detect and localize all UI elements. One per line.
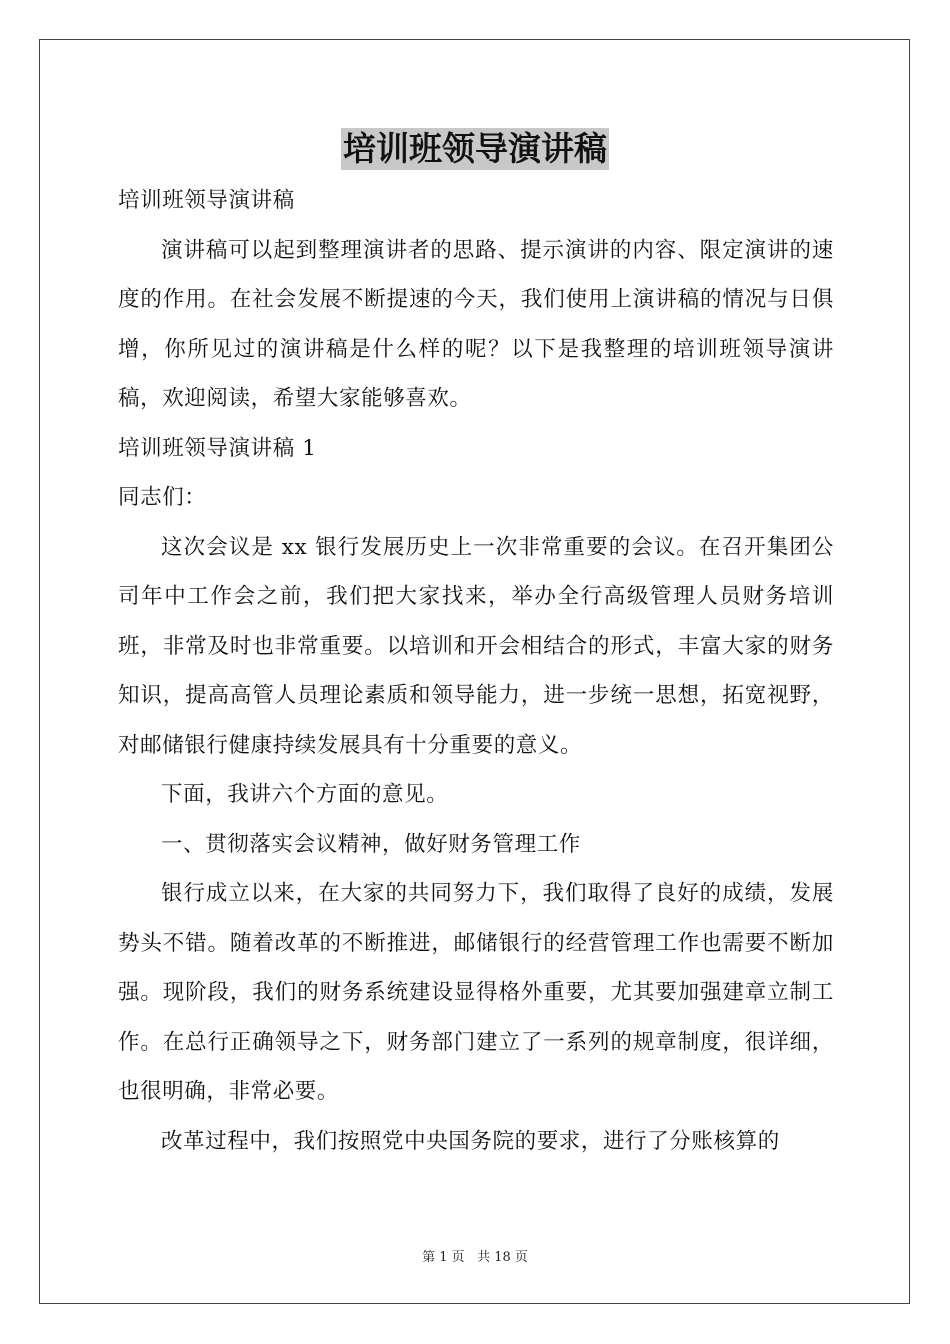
paragraph: 改革过程中，我们按照党中央国务院的要求，进行了分账核算的 <box>161 1128 780 1154</box>
paragraph: 培训班领导演讲稿 <box>118 188 295 213</box>
title-container <box>0 128 950 170</box>
paragraph: 培训班领导演讲稿 1 <box>118 435 317 461</box>
document-title: 培训班领导演讲稿 <box>343 129 607 168</box>
page-footer <box>0 1246 950 1265</box>
paragraph: 演讲稿可以起到整理演讲者的思路、提示演讲的内容、限定演讲的速度的作用。在社会发展不断提速的今天，我们使用上演讲稿的情况与日俱增，你所见过的演讲稿是什么样的呢？以下是我整理的培训班领导演讲稿，欢迎阅读，希望大家能够喜欢。 <box>118 237 834 411</box>
paragraph: 同志们： <box>118 485 207 510</box>
page-number: 第 1 页 <box>422 1250 465 1265</box>
paragraph: 一、贯彻落实会议精神，做好财务管理工作 <box>161 831 581 857</box>
paragraph: 这次会议是 xx 银行发展历史上一次非常重要的会议。在召开集团公司年中工作会之前，我们把大家找来，举办全行高级管理人员财务培训班，非常及时也非常重要。以培训和开会相结合的形式，丰富大家的财务知识，提高高管人员理论素质和领导能力，进一步统一思想，拓宽视野，对邮储银行健康持续发展具有十分重要的意义。 <box>118 534 834 758</box>
paragraph: 下面，我讲六个方面的意见。 <box>161 782 449 807</box>
paragraph: 银行成立以来，在大家的共同努力下，我们取得了良好的成绩，发展势头不错。随着改革的不断推进，邮储银行的经营管理工作也需要不断加强。现阶段，我们的财务系统建设显得格外重要，尤其要加强建章立制工作。在总行正确领导之下，财务部门建立了一系列的规章制度，很详细，也很明确，非常必要。 <box>118 881 834 1104</box>
page-total: 共 18 页 <box>477 1250 528 1265</box>
document-body <box>118 176 834 1166</box>
